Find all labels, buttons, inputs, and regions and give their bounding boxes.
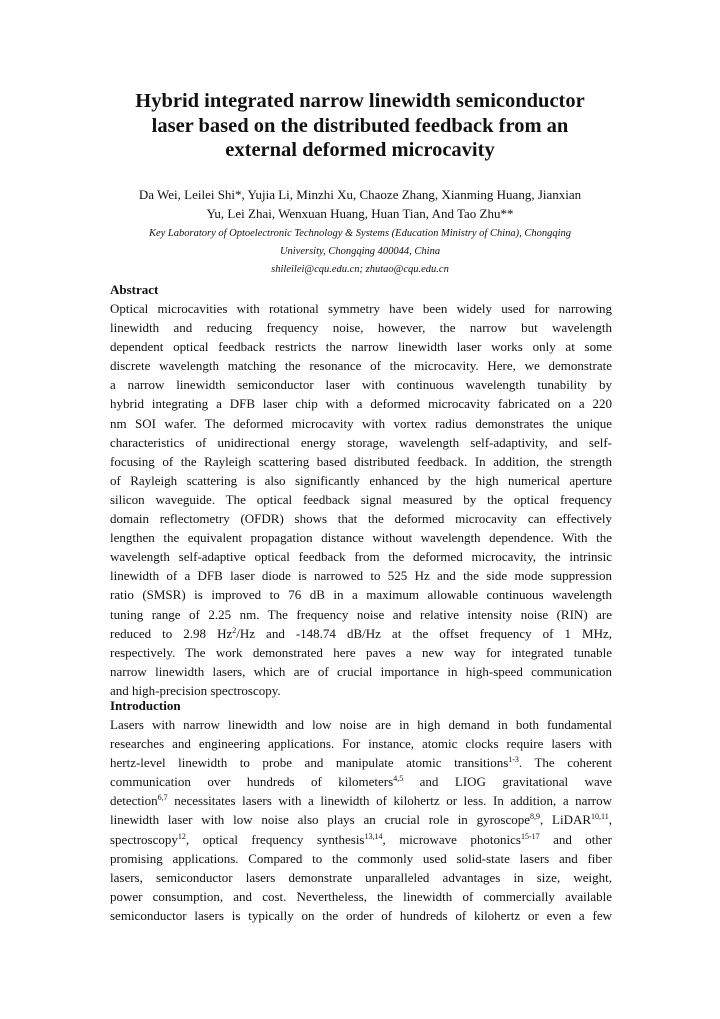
title-line: laser based on the distributed feedback from an [151,114,569,137]
text-run: linewidth laser with low noise also plays an crucial role in gyroscope [110,812,531,828]
abstract-line: of Rayleigh scattering is also significantly enhanced by the high numerical aperture [110,472,612,488]
text-run: detection [110,793,158,809]
contact-emails: shileilei@cqu.edu.cn; zhutao@cqu.edu.cn [271,264,449,275]
intro-line: researches and engineering applications. For instance, atomic clocks require lasers with [110,736,612,752]
abstract-line: narrow linewidth lasers, which are of crucial importance in high-speed communication [110,663,612,679]
introduction-heading: Introduction [110,698,181,713]
introduction-body [110,715,612,925]
affiliation-line: Key Laboratory of Optoelectronic Technology & Systems (Education Ministry of China), Chongqing [148,228,572,239]
abstract-line: silicon waveguide. The optical feedback signal measured by the optical frequency [110,491,612,507]
text-run: /Hz and -148.74 dB/Hz at the offset frequency of 1 MHz, [236,625,612,641]
citation-superscript: 15-17 [520,831,540,841]
intro-line [110,791,612,810]
abstract-line: tuning range of 2.25 nm. The frequency noise and relative intensity noise (RIN) are [110,606,612,622]
paper-title [100,89,620,163]
intro-line: power consumption, and cost. Nevertheless, the linewidth of commercially available [110,888,612,904]
text-run: and LIOG gravitational wave [403,774,612,790]
intro-line [110,830,612,849]
author-line: Yu, Lei Zhai, Wenxuan Huang, Huan Tian, And Tao Zhu** [206,206,514,221]
abstract-line: focusing of the Rayleigh scattering based distributed feedback. In addition, the strength [110,453,612,469]
abstract-line: respectively. The work demonstrated here paves a new way for integrated tunable [110,644,612,660]
intro-line: lasers, semiconductor lasers demonstrate unparalleled advantages in size, weight, [110,869,612,885]
abstract-line: Optical microcavities with rotational symmetry have been widely used for narrowing [110,301,612,316]
abstract-line: hybrid integrating a DFB laser chip with a deformed microcavity fabricated on a 220 [110,396,612,412]
abstract-line: lengthen the equivalent propagation distance without wavelength dependence. With the [110,530,612,546]
abstract-line: a narrow linewidth semiconductor laser with continuous wavelength tunability by [110,377,612,393]
affiliation-line: University, Chongqing 400044, China [279,245,441,257]
abstract-line: wavelength self-adaptive optical feedback from the deformed microcavity, the intrinsic [110,549,612,565]
abstract-line: linewidth of a DFB laser diode is narrowed to 525 Hz and the side mode suppression [110,568,612,584]
intro-line: promising applications. Compared to the commonly used solid-state lasers and fiber [110,850,612,866]
citation-superscript: 8,9 [530,812,541,822]
abstract-line [110,624,612,643]
title-line: external deformed microcavity [225,139,495,161]
text-run: . The coherent [518,755,612,771]
author-list [100,185,620,223]
citation-superscript: 10,11 [591,812,609,822]
abstract-line: and high-precision spectroscopy. [110,682,281,698]
text-run: , [608,812,612,828]
text-run: communication over hundreds of kilometers [110,774,394,790]
abstract-line: discrete wavelength matching the resonance of the microcavity. Here, we demonstrate [110,358,612,374]
abstract-line: dependent optical feedback restricts the narrow linewidth laser works only at some [110,339,612,355]
abstract-line: characteristics of unidirectional energy storage, wavelength self-adaptivity, and self- [110,434,612,450]
text-run: , LiDAR [540,812,592,828]
text-run: , microwave photonics [382,831,521,847]
citation-superscript: 4,5 [393,774,404,784]
abstract-line: linewidth and reducing frequency noise, however, the narrow but wavelength [110,320,612,336]
text-run: hertz-level linewidth to probe and manipulate atomic transitions [110,755,509,771]
abstract-heading: Abstract [110,282,159,297]
intro-line: Lasers with narrow linewidth and low noise are in high demand in both fundamental [110,717,612,732]
intro-line [110,810,612,829]
text-run: necessitates lasers with a linewidth of kilohertz or less. In addition, a narrow [167,793,612,809]
author-line: Da Wei, Leilei Shi*, Yujia Li, Minzhi Xu, Chaoze Zhang, Xianming Huang, Jianxian [138,187,582,202]
citation-superscript: 12 [177,831,186,841]
citation-superscript: 13,14 [364,831,383,841]
citation-superscript: 1-3 [508,755,519,765]
text-run: spectroscopy [110,831,178,847]
text-run: reduced to 2.98 Hz [110,625,233,641]
title-line: Hybrid integrated narrow linewidth semiconductor [135,90,585,112]
superscript: 2 [232,625,237,635]
intro-line: semiconductor lasers is typically on the order of hundreds of kilohertz or even a few [110,907,612,923]
abstract-line: domain reflectometry (OFDR) shows that the deformed microcavity can effectively [110,511,612,527]
text-run: and other [539,831,613,847]
intro-line [110,772,612,791]
text-run: , optical frequency synthesis [185,831,365,847]
citation-superscript: 6,7 [157,793,168,803]
abstract-line: nm SOI wafer. The deformed microcavity with vortex radius demonstrates the unique [110,415,612,431]
intro-line [110,753,612,772]
affiliation [100,225,620,260]
abstract-body [110,299,612,700]
abstract-line: ratio (SMSR) is improved to 76 dB in a maximum allowable continuous wavelength [110,587,612,603]
